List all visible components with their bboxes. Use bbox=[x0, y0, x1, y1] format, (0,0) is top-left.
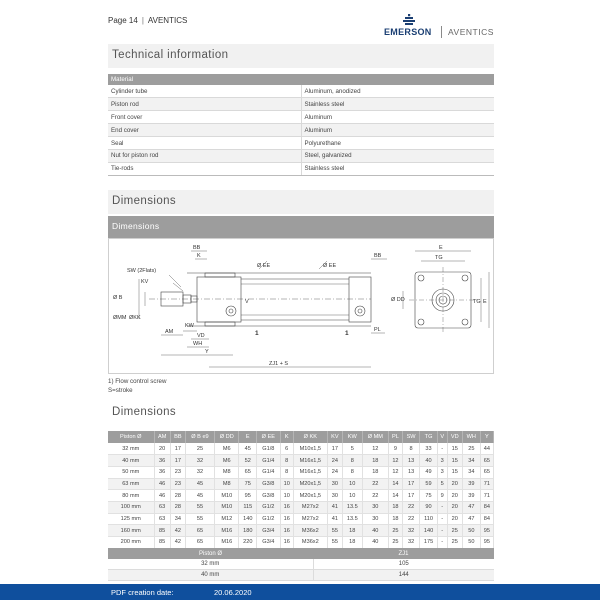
dims-cell: 140 bbox=[239, 513, 257, 525]
label-vd: VD bbox=[197, 333, 205, 339]
header-separator: | bbox=[141, 16, 144, 25]
material-row bbox=[108, 162, 494, 175]
dims-cell: 25 bbox=[462, 443, 480, 455]
dims-cell: M27x2 bbox=[293, 501, 327, 513]
dims-cell: 32 bbox=[402, 525, 419, 537]
dims-cell: 49 bbox=[420, 466, 438, 478]
dims-cell: 13.5 bbox=[342, 513, 362, 525]
material-part: Nut for piston rod bbox=[108, 149, 301, 162]
dims-cell: 32 bbox=[402, 537, 419, 549]
label-mm: ØMM bbox=[113, 315, 127, 321]
label-bb-right: BB bbox=[374, 253, 382, 259]
dims-cell: 22 bbox=[402, 501, 419, 513]
dimensions-subheader: Dimensions bbox=[108, 216, 494, 238]
dims-cell: 39 bbox=[462, 478, 480, 490]
material-table bbox=[108, 74, 494, 176]
dims-cell: 13 bbox=[402, 466, 419, 478]
dims-cell: 50 bbox=[462, 525, 480, 537]
label-flow-control-left: 1 bbox=[255, 330, 259, 337]
dims-cell: 160 mm bbox=[108, 525, 154, 537]
dimensions-table-title: Dimensions bbox=[108, 401, 494, 425]
dims-cell: 32 bbox=[185, 466, 214, 478]
dims-cell: 24 bbox=[327, 455, 342, 467]
dims-cell: 85 bbox=[154, 525, 170, 537]
material-value: Aluminum, anodized bbox=[301, 85, 494, 98]
dims-header-cell: K bbox=[280, 431, 293, 443]
dims-cell: 34 bbox=[462, 466, 480, 478]
dims-cell: 25 bbox=[447, 525, 462, 537]
label-dd: Ø DD bbox=[391, 297, 405, 303]
dims-cell: 18 bbox=[362, 466, 388, 478]
footnote-stroke: S=stroke bbox=[108, 387, 133, 394]
dims-cell: 22 bbox=[362, 490, 388, 502]
dims-cell: 110 bbox=[420, 513, 438, 525]
dims-cell: 15 bbox=[447, 443, 462, 455]
dims-cell: 63 bbox=[154, 513, 170, 525]
dims-cell: 17 bbox=[170, 455, 185, 467]
dims-cell: 55 bbox=[327, 537, 342, 549]
dims-cell: G3/4 bbox=[257, 525, 280, 537]
dims-header-cell: Ø DD bbox=[215, 431, 239, 443]
dims-cell: 25 bbox=[185, 443, 214, 455]
dims-cell: 65 bbox=[185, 537, 214, 549]
material-part: Piston rod bbox=[108, 98, 301, 111]
dims-cell: 84 bbox=[480, 501, 493, 513]
dims-cell: 28 bbox=[170, 501, 185, 513]
dims-cell: M10x1,5 bbox=[293, 443, 327, 455]
dims-cell: 16 bbox=[280, 513, 293, 525]
dimensions-section-title: Dimensions bbox=[108, 190, 494, 214]
dims-cell: 90 bbox=[420, 501, 438, 513]
material-value: Stainless steel bbox=[301, 162, 494, 175]
dims-cell: 85 bbox=[154, 537, 170, 549]
dims-cell: 100 mm bbox=[108, 501, 154, 513]
dims-cell: 75 bbox=[239, 478, 257, 490]
dims-cell: G1/2 bbox=[257, 501, 280, 513]
label-y: Y bbox=[205, 349, 209, 355]
label-kk: ØKK bbox=[129, 315, 141, 321]
dimension-drawing bbox=[108, 238, 494, 374]
dims-cell: 14 bbox=[388, 478, 402, 490]
dims-header-cell: V bbox=[437, 431, 447, 443]
dims-header-cell: AM bbox=[154, 431, 170, 443]
dims-cell: 41 bbox=[327, 501, 342, 513]
dims-cell: 15 bbox=[447, 455, 462, 467]
dims-row bbox=[108, 443, 494, 455]
dims-cell: 34 bbox=[462, 455, 480, 467]
dims-cell: 59 bbox=[420, 478, 438, 490]
material-row bbox=[108, 137, 494, 150]
dims-cell: 47 bbox=[462, 513, 480, 525]
dims-cell: 34 bbox=[170, 513, 185, 525]
dims-cell: 20 bbox=[447, 478, 462, 490]
material-row bbox=[108, 98, 494, 111]
label-k: K bbox=[197, 253, 201, 259]
dims-cell: M16 bbox=[215, 525, 239, 537]
dims-cell: 10 bbox=[342, 490, 362, 502]
dims-cell: M6 bbox=[215, 455, 239, 467]
dims-header-cell: KV bbox=[327, 431, 342, 443]
dims-cell: 10 bbox=[342, 478, 362, 490]
zj-cell: 40 mm bbox=[108, 570, 313, 581]
dims-cell: 24 bbox=[327, 466, 342, 478]
dims-cell: 200 mm bbox=[108, 537, 154, 549]
material-value: Aluminum bbox=[301, 111, 494, 124]
zj-header-cell: ZJ1 bbox=[313, 548, 494, 559]
dims-header-cell: PL bbox=[388, 431, 402, 443]
dims-row bbox=[108, 525, 494, 537]
dims-cell: 40 bbox=[362, 537, 388, 549]
dims-cell: G1/4 bbox=[257, 466, 280, 478]
label-ee-right: Ø EE bbox=[323, 263, 337, 269]
dims-cell: 47 bbox=[462, 501, 480, 513]
label-bb-left: BB bbox=[193, 245, 201, 251]
label-kw: KW bbox=[185, 323, 194, 329]
dims-cell: 71 bbox=[480, 490, 493, 502]
dims-header-cell: E bbox=[239, 431, 257, 443]
dims-cell: - bbox=[437, 501, 447, 513]
dims-row bbox=[108, 501, 494, 513]
dims-cell: 42 bbox=[170, 525, 185, 537]
dims-cell: 30 bbox=[327, 490, 342, 502]
dims-cell: 18 bbox=[342, 537, 362, 549]
dims-cell: 18 bbox=[388, 513, 402, 525]
dims-cell: 95 bbox=[480, 525, 493, 537]
dims-cell: 22 bbox=[402, 513, 419, 525]
dims-cell: 5 bbox=[342, 443, 362, 455]
dims-cell: 220 bbox=[239, 537, 257, 549]
dims-cell: G3/8 bbox=[257, 490, 280, 502]
dims-cell: - bbox=[437, 443, 447, 455]
dims-row bbox=[108, 490, 494, 502]
zj-header-cell: Piston Ø bbox=[108, 548, 313, 559]
dims-cell: 6 bbox=[280, 443, 293, 455]
dims-cell: 140 bbox=[420, 525, 438, 537]
dims-cell: 36 bbox=[154, 466, 170, 478]
label-kv: KV bbox=[141, 279, 149, 285]
dims-cell: M16x1,5 bbox=[293, 466, 327, 478]
footer-label: PDF creation date: bbox=[111, 588, 174, 597]
dims-cell: 16 bbox=[280, 501, 293, 513]
dims-cell: 84 bbox=[480, 513, 493, 525]
label-b: Ø B bbox=[113, 295, 123, 301]
dims-cell: G3/4 bbox=[257, 537, 280, 549]
dims-cell: 95 bbox=[239, 490, 257, 502]
dims-cell: 23 bbox=[170, 466, 185, 478]
zj-cell: 32 mm bbox=[108, 559, 313, 570]
dims-cell: - bbox=[437, 537, 447, 549]
material-row bbox=[108, 111, 494, 124]
dims-cell: M12 bbox=[215, 513, 239, 525]
dims-cell: 45 bbox=[185, 478, 214, 490]
dims-cell: 18 bbox=[362, 455, 388, 467]
cylinder-drawing-svg bbox=[109, 239, 495, 375]
dims-cell: 16 bbox=[280, 537, 293, 549]
material-header: Material bbox=[108, 74, 494, 85]
dims-cell: 20 bbox=[447, 490, 462, 502]
dimensions-table bbox=[108, 431, 494, 549]
dims-cell: 95 bbox=[480, 537, 493, 549]
dims-cell: 65 bbox=[185, 525, 214, 537]
dims-cell: 20 bbox=[447, 513, 462, 525]
dims-cell: 14 bbox=[388, 490, 402, 502]
dims-cell: 36 bbox=[154, 455, 170, 467]
dims-row bbox=[108, 455, 494, 467]
dims-cell: M36x2 bbox=[293, 537, 327, 549]
dims-cell: 75 bbox=[420, 490, 438, 502]
dims-cell: M27x2 bbox=[293, 513, 327, 525]
dims-row bbox=[108, 537, 494, 549]
dims-cell: 17 bbox=[402, 490, 419, 502]
dims-header-cell: BB bbox=[170, 431, 185, 443]
dims-cell: 22 bbox=[362, 478, 388, 490]
material-value: Polyurethane bbox=[301, 137, 494, 150]
dims-header-cell: Piston Ø bbox=[108, 431, 154, 443]
dims-header-cell: Ø MM bbox=[362, 431, 388, 443]
dims-cell: 180 bbox=[239, 525, 257, 537]
dims-cell: 25 bbox=[388, 537, 402, 549]
label-am: AM bbox=[165, 329, 174, 335]
material-value: Steel, galvanized bbox=[301, 149, 494, 162]
dims-cell: 65 bbox=[480, 466, 493, 478]
dims-cell: 28 bbox=[170, 490, 185, 502]
label-ee-left: Ø EE bbox=[257, 263, 271, 269]
dims-cell: 45 bbox=[239, 443, 257, 455]
page-number: Page 14 bbox=[108, 16, 138, 25]
label-flow-control-right: 1 bbox=[345, 330, 349, 337]
dims-cell: 18 bbox=[388, 501, 402, 513]
dims-cell: 10 bbox=[280, 490, 293, 502]
dims-header-cell: WH bbox=[462, 431, 480, 443]
emerson-mark-icon bbox=[402, 14, 416, 26]
dims-cell: 17 bbox=[327, 443, 342, 455]
dims-cell: 33 bbox=[420, 443, 438, 455]
dims-cell: 25 bbox=[388, 525, 402, 537]
material-part: Tie-rods bbox=[108, 162, 301, 175]
dims-cell: 12 bbox=[388, 466, 402, 478]
material-part: Seal bbox=[108, 137, 301, 150]
dims-cell: M20x1,5 bbox=[293, 490, 327, 502]
dims-cell: 41 bbox=[327, 513, 342, 525]
material-part: End cover bbox=[108, 124, 301, 137]
dims-cell: 25 bbox=[447, 537, 462, 549]
dims-cell: 9 bbox=[388, 443, 402, 455]
dims-cell: 3 bbox=[437, 466, 447, 478]
dims-cell: 16 bbox=[280, 525, 293, 537]
dims-cell: 15 bbox=[447, 466, 462, 478]
dims-header-cell: Y bbox=[480, 431, 493, 443]
label-pl: PL bbox=[374, 327, 381, 333]
dims-cell: 63 mm bbox=[108, 478, 154, 490]
dims-cell: M6 bbox=[215, 443, 239, 455]
dims-row bbox=[108, 478, 494, 490]
dims-cell: 17 bbox=[170, 443, 185, 455]
dims-cell: 115 bbox=[239, 501, 257, 513]
dims-cell: 55 bbox=[185, 501, 214, 513]
dims-cell: 17 bbox=[402, 478, 419, 490]
aventics-wordmark: AVENTICS bbox=[448, 27, 494, 37]
material-part: Front cover bbox=[108, 111, 301, 124]
dims-cell: 13.5 bbox=[342, 501, 362, 513]
dims-cell: M8 bbox=[215, 466, 239, 478]
material-row bbox=[108, 149, 494, 162]
dims-header-cell: KW bbox=[342, 431, 362, 443]
page-header bbox=[108, 16, 187, 25]
label-tg-side: TG bbox=[473, 299, 481, 305]
dims-cell: 32 bbox=[185, 455, 214, 467]
dims-row bbox=[108, 513, 494, 525]
dims-cell: M10 bbox=[215, 490, 239, 502]
emerson-aventics-logo bbox=[384, 14, 504, 40]
label-v: V bbox=[245, 299, 249, 305]
dims-header-cell: Ø B e9 bbox=[185, 431, 214, 443]
label-tg-top: TG bbox=[435, 255, 443, 261]
dims-header-cell: SW bbox=[402, 431, 419, 443]
zj-cell: 144 bbox=[313, 570, 494, 581]
dims-cell: M16 bbox=[215, 537, 239, 549]
dims-cell: 20 bbox=[447, 501, 462, 513]
dims-cell: - bbox=[437, 525, 447, 537]
material-value: Aluminum bbox=[301, 124, 494, 137]
material-part: Cylinder tube bbox=[108, 85, 301, 98]
dims-header-cell: VD bbox=[447, 431, 462, 443]
dims-cell: G3/8 bbox=[257, 478, 280, 490]
dims-cell: 125 mm bbox=[108, 513, 154, 525]
dims-cell: 44 bbox=[480, 443, 493, 455]
dims-cell: 63 bbox=[154, 501, 170, 513]
footer-date: 20.06.2020 bbox=[214, 588, 252, 597]
dims-header-cell: Ø EE bbox=[257, 431, 280, 443]
dims-cell: 9 bbox=[437, 490, 447, 502]
label-e-side: E bbox=[483, 299, 487, 305]
dims-cell: G1/8 bbox=[257, 443, 280, 455]
dims-cell: 39 bbox=[462, 490, 480, 502]
dims-cell: 45 bbox=[185, 490, 214, 502]
dims-cell: 52 bbox=[239, 455, 257, 467]
dims-cell: 30 bbox=[327, 478, 342, 490]
dims-cell: 50 mm bbox=[108, 466, 154, 478]
dims-cell: 12 bbox=[388, 455, 402, 467]
dims-cell: 55 bbox=[185, 513, 214, 525]
dims-cell: 55 bbox=[327, 525, 342, 537]
dims-cell: 71 bbox=[480, 478, 493, 490]
dims-cell: G1/4 bbox=[257, 455, 280, 467]
dims-cell: 5 bbox=[437, 478, 447, 490]
material-value: Stainless steel bbox=[301, 98, 494, 111]
material-row bbox=[108, 124, 494, 137]
footnote-flow-control: 1) Flow control screw bbox=[108, 378, 167, 385]
dims-cell: G1/2 bbox=[257, 513, 280, 525]
dims-cell: 8 bbox=[342, 466, 362, 478]
pdf-footer bbox=[0, 584, 600, 600]
dims-cell: 50 bbox=[462, 537, 480, 549]
dims-cell: 8 bbox=[402, 443, 419, 455]
zj1-table bbox=[108, 548, 494, 581]
dims-cell: 65 bbox=[239, 466, 257, 478]
material-row bbox=[108, 85, 494, 98]
dims-cell: 8 bbox=[342, 455, 362, 467]
dims-cell: M36x2 bbox=[293, 525, 327, 537]
header-brand: AVENTICS bbox=[147, 16, 188, 25]
logo-divider bbox=[441, 26, 442, 38]
dims-cell: M10 bbox=[215, 501, 239, 513]
dims-cell: 65 bbox=[480, 455, 493, 467]
dims-cell: 3 bbox=[437, 455, 447, 467]
zj-cell: 105 bbox=[313, 559, 494, 570]
dims-cell: 32 mm bbox=[108, 443, 154, 455]
dims-header-cell: Ø KK bbox=[293, 431, 327, 443]
label-zj1-s: ZJ1 + S bbox=[269, 361, 289, 367]
technical-information-title: Technical information bbox=[108, 44, 494, 68]
dims-cell: 40 mm bbox=[108, 455, 154, 467]
dims-cell: 12 bbox=[362, 443, 388, 455]
dims-cell: 40 bbox=[420, 455, 438, 467]
dims-cell: 175 bbox=[420, 537, 438, 549]
dims-cell: 42 bbox=[170, 537, 185, 549]
label-e-top: E bbox=[439, 245, 443, 251]
dims-cell: 10 bbox=[280, 478, 293, 490]
dims-cell: M16x1,5 bbox=[293, 455, 327, 467]
dims-cell: 18 bbox=[342, 525, 362, 537]
dims-cell: 46 bbox=[154, 478, 170, 490]
dims-cell: 40 bbox=[362, 525, 388, 537]
dims-cell: 8 bbox=[280, 466, 293, 478]
dims-header-cell: TG bbox=[420, 431, 438, 443]
dims-cell: 46 bbox=[154, 490, 170, 502]
dims-cell: 20 bbox=[154, 443, 170, 455]
dims-cell: 30 bbox=[362, 513, 388, 525]
dims-cell: 23 bbox=[170, 478, 185, 490]
emerson-wordmark: EMERSON bbox=[384, 27, 432, 37]
dims-cell: 80 mm bbox=[108, 490, 154, 502]
dims-cell: M20x1,5 bbox=[293, 478, 327, 490]
dims-cell: 30 bbox=[362, 501, 388, 513]
label-wh: WH bbox=[193, 341, 203, 347]
dims-cell: 13 bbox=[402, 455, 419, 467]
zj-row bbox=[108, 570, 494, 581]
zj-row bbox=[108, 559, 494, 570]
label-sw: SW (2Flats) bbox=[127, 268, 157, 274]
dims-row bbox=[108, 466, 494, 478]
dims-cell: M8 bbox=[215, 478, 239, 490]
dims-cell: 8 bbox=[280, 455, 293, 467]
dims-cell: - bbox=[437, 513, 447, 525]
